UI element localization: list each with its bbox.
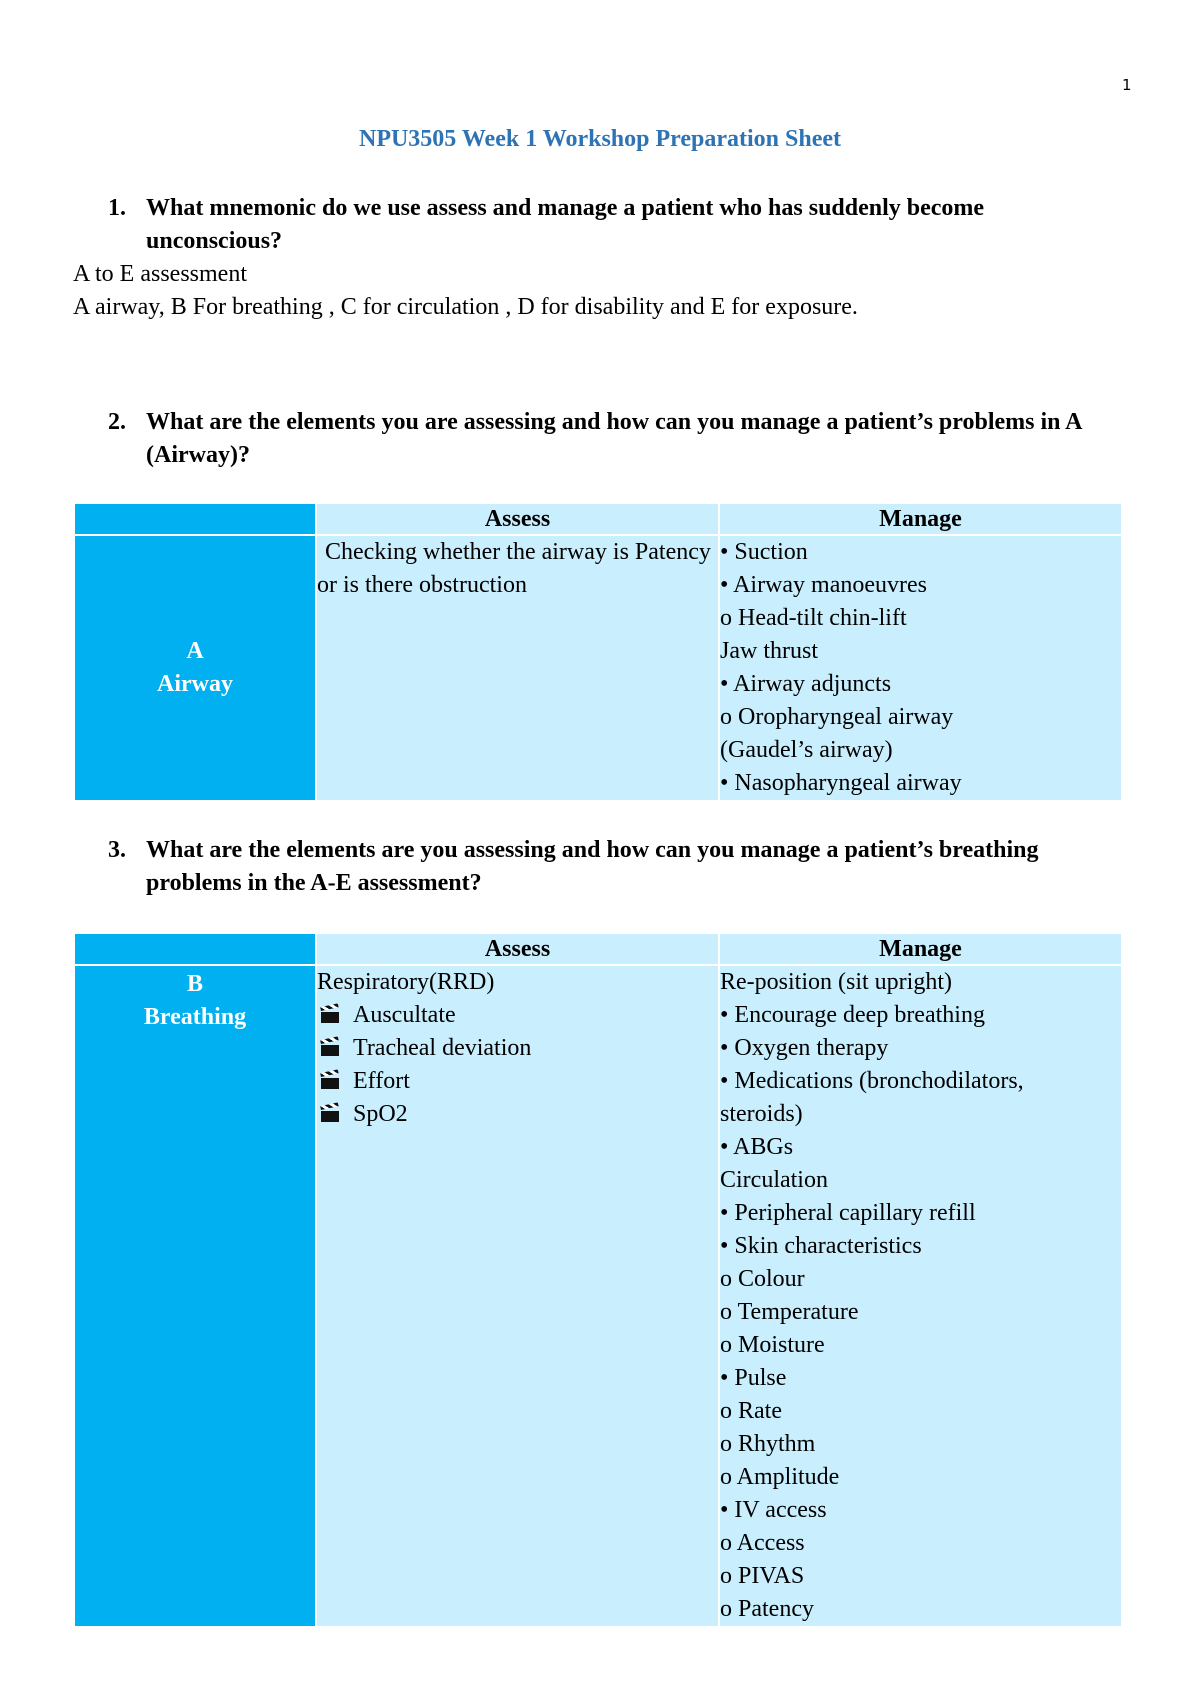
- airway-row: [74, 535, 1122, 801]
- airway-row-name: Airway: [157, 671, 233, 697]
- assess-item: [317, 1098, 718, 1131]
- airway-manage-cell: [719, 535, 1122, 801]
- document-title: NPU3505 Week 1 Workshop Preparation Sheet: [358, 126, 842, 152]
- table-corner-cell: [74, 503, 316, 535]
- manage-item: • Medications (bronchodilators,: [720, 1068, 1024, 1094]
- manage-item: • Suction: [720, 539, 808, 565]
- airway-table-header-row: [74, 503, 1122, 535]
- question-3-number: 3.: [108, 837, 126, 863]
- manage-item: o Moisture: [720, 1332, 825, 1358]
- manage-item: o Head-tilt chin-lift: [720, 605, 907, 631]
- airway-assess-text: Checking whether the airway is Patency or is there obstruction: [317, 539, 711, 598]
- manage-item: o Access: [720, 1530, 805, 1556]
- airway-row-header: [74, 535, 316, 801]
- breathing-table: [73, 932, 1123, 1628]
- breathing-row-name: Breathing: [143, 1004, 247, 1030]
- question-1-answer-line: A airway, B For breathing , C for circulation , D for disability and E for exposure.: [73, 294, 858, 320]
- airway-assess-cell: [316, 535, 719, 801]
- manage-item: o Patency: [720, 1596, 814, 1622]
- clapperboard-icon: [321, 1073, 339, 1089]
- breathing-assess-cell: [316, 965, 719, 1627]
- clapperboard-icon: [321, 1007, 339, 1023]
- manage-item: • Skin characteristics: [720, 1233, 922, 1259]
- clapperboard-icon: [321, 1106, 339, 1122]
- breathing-table-header-row: [74, 933, 1122, 965]
- manage-item: Jaw thrust: [720, 638, 818, 664]
- assess-item: [317, 1032, 718, 1065]
- breathing-manage-cell: [719, 965, 1122, 1627]
- breathing-row: [74, 965, 1122, 1627]
- question-2-number: 2.: [108, 409, 126, 435]
- assess-column-header: Assess: [316, 503, 719, 535]
- assess-column-header: Assess: [316, 933, 719, 965]
- table-corner-cell: [74, 933, 316, 965]
- assess-item-label: Auscultate: [353, 1002, 456, 1028]
- question-1: [108, 192, 1098, 258]
- manage-item: o Temperature: [720, 1299, 859, 1325]
- question-3-text: What are the elements are you assessing and how can you manage a patient’s breathing problems in the A-E assessment?: [146, 837, 1039, 896]
- assess-item: [317, 999, 718, 1032]
- assess-item-label: Effort: [353, 1068, 410, 1094]
- breathing-row-letter: B: [186, 971, 203, 997]
- question-2-text: What are the elements you are assessing and how can you manage a patient’s problems in A (Airway)?: [146, 409, 1082, 468]
- manage-column-header: Manage: [719, 503, 1122, 535]
- manage-item: • Nasopharyngeal airway: [720, 770, 962, 796]
- question-2: [108, 406, 1098, 472]
- question-1-text: What mnemonic do we use assess and manage a patient who has suddenly become unconscious?: [146, 195, 985, 254]
- manage-item: • IV access: [720, 1497, 827, 1523]
- question-1-number: 1.: [108, 195, 126, 221]
- manage-item: • ABGs: [720, 1134, 794, 1160]
- page-number: 1: [1122, 76, 1132, 94]
- manage-item: (Gaudel’s airway): [720, 737, 893, 763]
- breathing-row-header: [74, 965, 316, 1627]
- manage-item: • Airway adjuncts: [720, 671, 892, 697]
- manage-item: o Colour: [720, 1266, 805, 1292]
- assess-item-label: SpO2: [353, 1101, 408, 1127]
- manage-item: • Pulse: [720, 1365, 787, 1391]
- manage-item: Re-position (sit upright): [720, 969, 952, 995]
- airway-table: [73, 502, 1123, 802]
- airway-row-letter: A: [186, 638, 204, 664]
- manage-item: o Oropharyngeal airway: [720, 704, 954, 730]
- assess-heading: Respiratory(RRD): [317, 969, 495, 995]
- manage-item: o Rhythm: [720, 1431, 816, 1457]
- manage-item: • Peripheral capillary refill: [720, 1200, 976, 1226]
- manage-item: Circulation: [720, 1167, 828, 1193]
- manage-item: steroids): [720, 1101, 803, 1127]
- manage-item: • Encourage deep breathing: [720, 1002, 985, 1028]
- manage-item: • Oxygen therapy: [720, 1035, 889, 1061]
- clapperboard-icon: [321, 1040, 339, 1056]
- manage-item: o Rate: [720, 1398, 782, 1424]
- manage-item: o PIVAS: [720, 1563, 805, 1589]
- manage-item: • Airway manoeuvres: [720, 572, 928, 598]
- assess-item-label: Tracheal deviation: [353, 1035, 532, 1061]
- assess-item: [317, 1065, 718, 1098]
- question-3: [108, 834, 1098, 900]
- question-1-answer-line: A to E assessment: [73, 261, 247, 287]
- manage-item: o Amplitude: [720, 1464, 840, 1490]
- manage-column-header: Manage: [719, 933, 1122, 965]
